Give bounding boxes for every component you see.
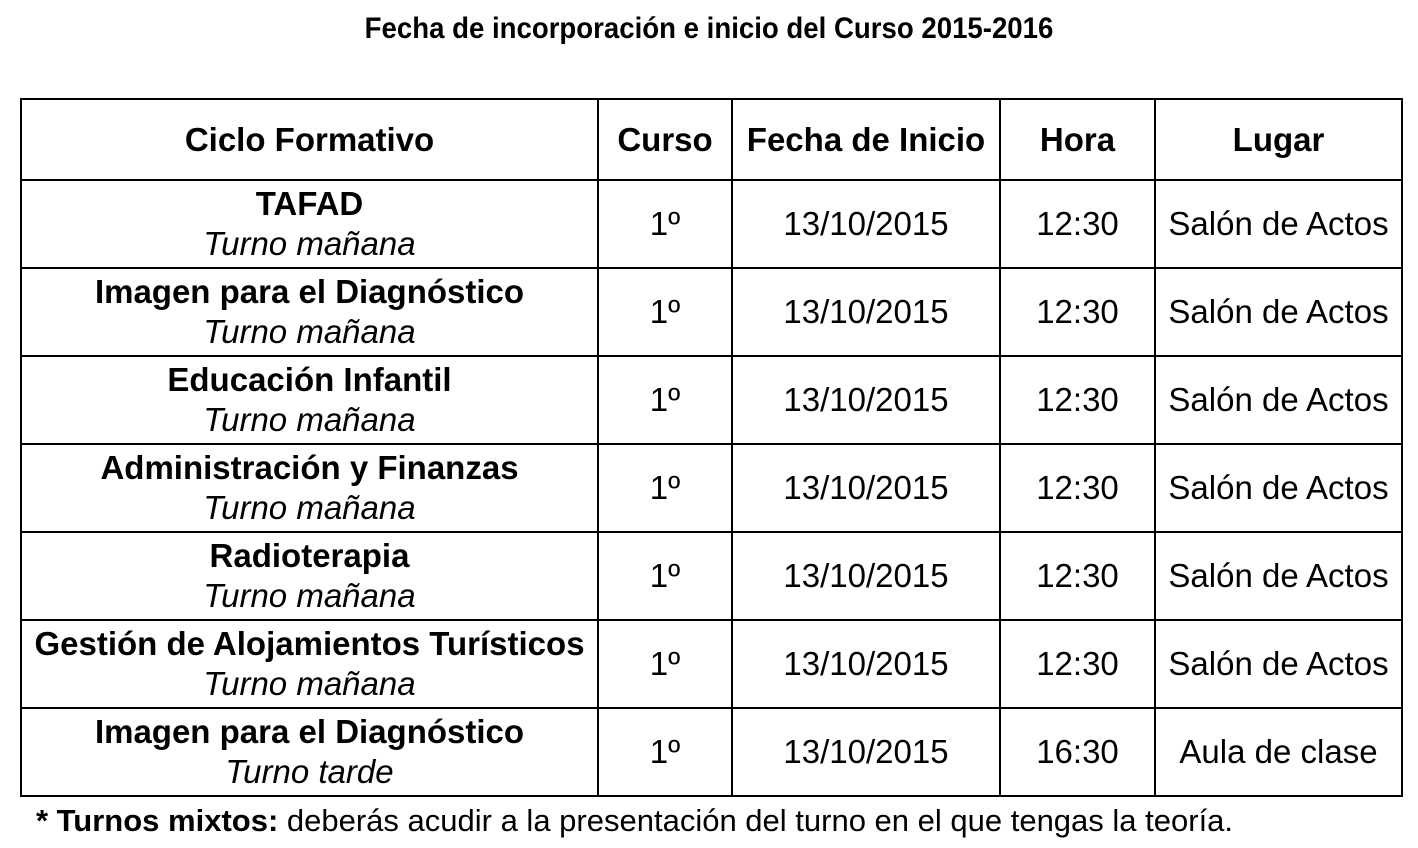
cell-lugar: Aula de clase — [1155, 708, 1402, 796]
cell-hora: 16:30 — [1000, 708, 1155, 796]
cell-hora: 12:30 — [1000, 180, 1155, 268]
cell-ciclo — [21, 268, 598, 356]
table-row — [21, 620, 1402, 708]
turno-label: Turno mañana — [203, 489, 416, 526]
cell-fecha: 13/10/2015 — [732, 532, 1000, 620]
cell-fecha: 13/10/2015 — [732, 708, 1000, 796]
cell-ciclo — [21, 620, 598, 708]
turno-label: Turno mañana — [203, 401, 416, 438]
footnote — [36, 803, 1233, 839]
turno-label: Turno mañana — [203, 665, 416, 702]
cell-lugar: Salón de Actos — [1155, 268, 1402, 356]
turno-label: Turno mañana — [203, 577, 416, 614]
footnote-text: deberás acudir a la presentación del turno en el que tengas la teoría. — [278, 803, 1234, 838]
header-hora: Hora — [1000, 99, 1155, 180]
cell-curso: 1º — [598, 180, 732, 268]
cell-ciclo — [21, 444, 598, 532]
ciclo-name: Educación Infantil — [167, 361, 452, 398]
cell-fecha: 13/10/2015 — [732, 356, 1000, 444]
cell-hora: 12:30 — [1000, 444, 1155, 532]
cell-fecha: 13/10/2015 — [732, 268, 1000, 356]
turno-label: Turno tarde — [225, 753, 394, 790]
ciclo-name: Administración y Finanzas — [100, 449, 519, 486]
cell-fecha: 13/10/2015 — [732, 444, 1000, 532]
cell-ciclo — [21, 708, 598, 796]
table-header-row — [21, 99, 1402, 180]
table-row — [21, 268, 1402, 356]
ciclo-name: TAFAD — [255, 185, 364, 222]
footnote-label: * Turnos mixtos: — [36, 803, 279, 838]
table-row — [21, 532, 1402, 620]
table-row — [21, 356, 1402, 444]
table-row — [21, 180, 1402, 268]
schedule-table — [20, 98, 1403, 797]
cell-lugar: Salón de Actos — [1155, 620, 1402, 708]
page-title: Fecha de incorporación e inicio del Curso 2015-2016 — [364, 12, 1054, 45]
ciclo-name: Radioterapia — [209, 537, 410, 574]
cell-curso: 1º — [598, 444, 732, 532]
table-row — [21, 708, 1402, 796]
header-curso: Curso — [598, 99, 732, 180]
header-fecha: Fecha de Inicio — [732, 99, 1000, 180]
cell-lugar: Salón de Actos — [1155, 356, 1402, 444]
cell-curso: 1º — [598, 708, 732, 796]
cell-fecha: 13/10/2015 — [732, 620, 1000, 708]
cell-hora: 12:30 — [1000, 532, 1155, 620]
ciclo-name: Gestión de Alojamientos Turísticos — [34, 625, 585, 662]
ciclo-name: Imagen para el Diagnóstico — [94, 713, 525, 750]
cell-hora: 12:30 — [1000, 268, 1155, 356]
cell-ciclo — [21, 180, 598, 268]
cell-ciclo — [21, 532, 598, 620]
header-ciclo: Ciclo Formativo — [21, 99, 598, 180]
turno-label: Turno mañana — [203, 313, 416, 350]
cell-lugar: Salón de Actos — [1155, 180, 1402, 268]
cell-ciclo — [21, 356, 598, 444]
header-lugar: Lugar — [1155, 99, 1402, 180]
turno-label: Turno mañana — [203, 225, 416, 262]
ciclo-name: Imagen para el Diagnóstico — [94, 273, 525, 310]
cell-hora: 12:30 — [1000, 356, 1155, 444]
cell-curso: 1º — [598, 356, 732, 444]
cell-fecha: 13/10/2015 — [732, 180, 1000, 268]
cell-lugar: Salón de Actos — [1155, 532, 1402, 620]
table-row — [21, 444, 1402, 532]
cell-hora: 12:30 — [1000, 620, 1155, 708]
cell-curso: 1º — [598, 532, 732, 620]
cell-curso: 1º — [598, 620, 732, 708]
cell-lugar: Salón de Actos — [1155, 444, 1402, 532]
cell-curso: 1º — [598, 268, 732, 356]
